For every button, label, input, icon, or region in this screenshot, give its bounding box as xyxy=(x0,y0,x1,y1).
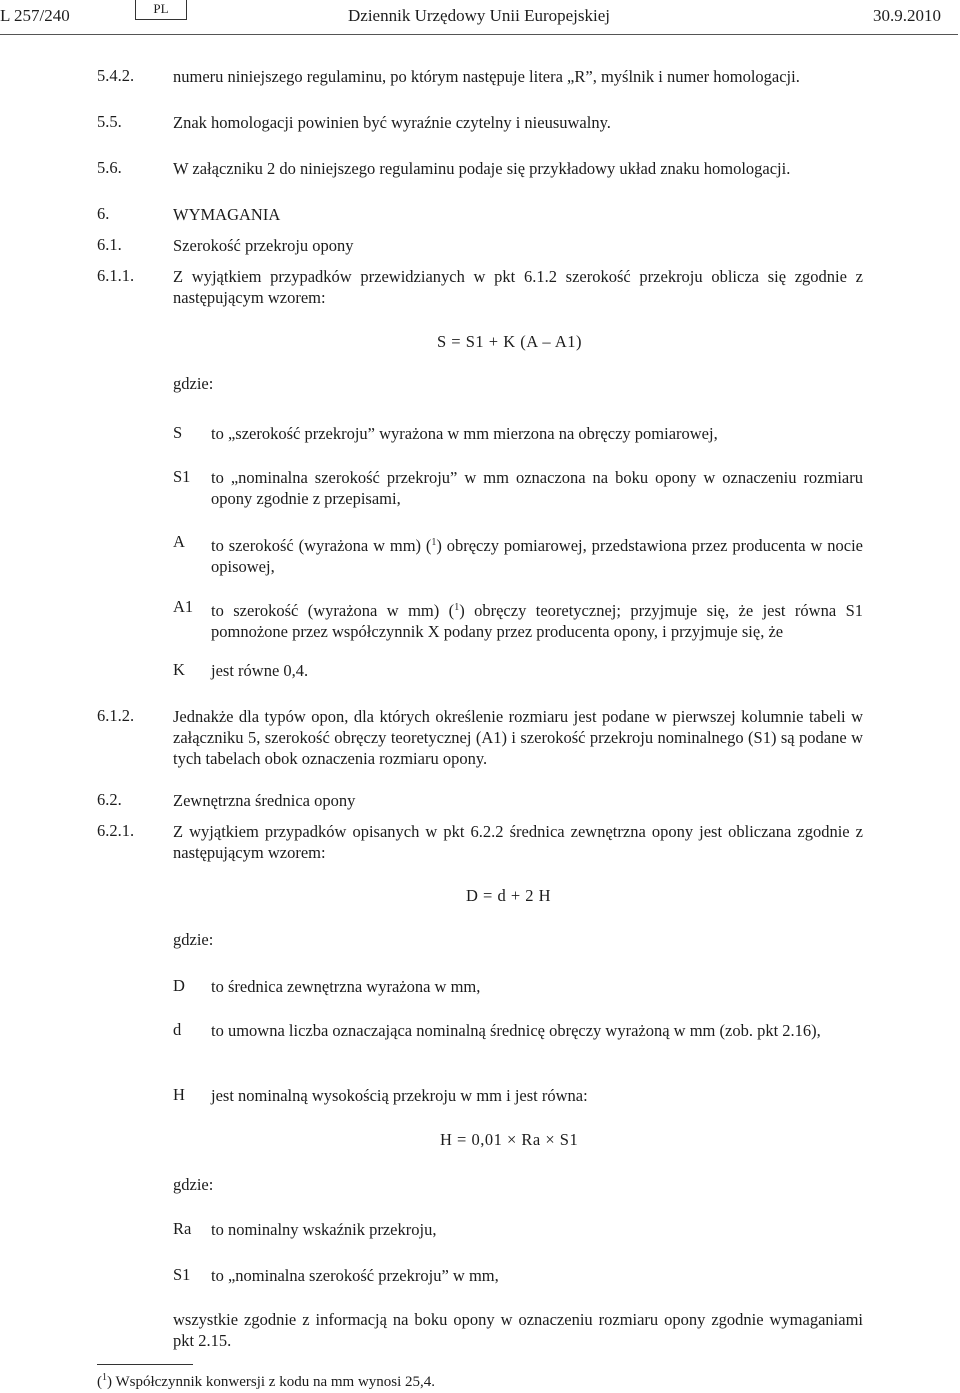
symbol-k: K xyxy=(173,660,185,679)
section-text: Znak homologacji powinien być wyraźnie czytelny i nieusuwalny. xyxy=(173,113,611,132)
closing-text: wszystkie zgodnie z informacją na boku opony w oznaczeniu rozmiaru opony zgodnie wymaganiami pkt 2.15. xyxy=(173,1310,863,1350)
symbol-s: S xyxy=(173,423,183,442)
definition-a1: to szerokość (wyrażona w mm) ($^1$) obręczy teoretycznej; przyjmuje się, że jest równa S1 pomnożone przez współczynnik X podany przez producenta opony, i przyjmuje się, że xyxy=(211,601,864,641)
section-text: Z wyjątkiem przypadków opisanych w pkt 6.2.2 średnica zewnętrzna opony jest obliczana zgodnie z następującym wzorem: xyxy=(173,822,863,862)
section-heading: WYMAGANIA xyxy=(173,205,281,224)
publication-date: 30.9.2010 xyxy=(873,6,941,25)
section-heading: Zewnętrzna średnica opony xyxy=(173,791,356,810)
formula-section-height: H = 0,01 × Ra × S1 xyxy=(440,1130,579,1149)
section-number: 6.2. xyxy=(97,790,122,809)
footnote-ref: 1 xyxy=(431,537,437,548)
footnote-ref: 1 xyxy=(454,602,460,613)
footnote: ($^1$) Współczynnik konwersji z kodu na mm wynosi 25,4. xyxy=(97,1372,436,1390)
footnote-divider xyxy=(97,1364,193,1365)
footnote-text: Współczynnik konwersji z kodu na mm wynosi 25,4. xyxy=(115,1374,436,1390)
journal-title: Dziennik Urzędowy Unii Europejskiej xyxy=(348,6,611,25)
where-label: gdzie: xyxy=(173,930,214,949)
section-text: Jednakże dla typów opon, dla których określenie rozmiaru jest podane w pierwszej kolumnie tabeli w załączniku 5, szerokość obręczy teoretycznej (A1) i szerokość przekroju nominalnego (S1) są podane w tych tabelach obok oznaczenia rozmiaru opony. xyxy=(173,707,863,768)
where-label: gdzie: xyxy=(173,1175,214,1194)
section-number: 6.2.1. xyxy=(97,821,135,840)
symbol-ra: Ra xyxy=(173,1219,192,1238)
footnote-mark: 1 xyxy=(102,1372,107,1383)
symbol-s1: S1 xyxy=(173,1265,191,1284)
formula-outer-diameter: D = d + 2 H xyxy=(466,886,552,905)
section-number: 6. xyxy=(97,204,110,223)
definition-s1: to „nominalna szerokość przekroju” w mm, xyxy=(211,1266,499,1285)
definition-s: to „szerokość przekroju” wyrażona w mm mierzona na obręczy pomiarowej, xyxy=(211,424,718,443)
language-badge: PL xyxy=(135,0,187,20)
symbol-a: A xyxy=(173,532,185,551)
definition-d-lower: to umowna liczba oznaczająca nominalną średnicę obręczy wyrażoną w mm (zob. pkt 2.16), xyxy=(211,1021,821,1040)
section-text: Z wyjątkiem przypadków przewidzianych w pkt 6.1.2 szerokość przekroju oblicza się zgodnie z następującym wzorem: xyxy=(173,267,863,307)
definition-k: jest równe 0,4. xyxy=(211,661,309,680)
section-number: 6.1.1. xyxy=(97,266,135,285)
definition-d-upper: to średnica zewnętrzna wyrażona w mm, xyxy=(211,977,481,996)
definition-a: to szerokość (wyrażona w mm) ($^1$) obręczy pomiarowej, przedstawiona przez producenta w nocie opisowej, xyxy=(211,536,863,576)
section-text: W załączniku 2 do niniejszego regulaminu podaje się przykładowy układ znaku homologacji. xyxy=(173,159,791,178)
section-number: 5.4.2. xyxy=(97,66,135,85)
where-label: gdzie: xyxy=(173,374,214,393)
section-number: 5.6. xyxy=(97,158,122,177)
section-heading: Szerokość przekroju opony xyxy=(173,236,354,255)
definition-ra: to nominalny wskaźnik przekroju, xyxy=(211,1220,437,1239)
definition-s1: to „nominalna szerokość przekroju” w mm oznaczona na boku opony w oznaczeniu rozmiaru opony zgodnie z przepisami, xyxy=(211,468,863,508)
section-number: 5.5. xyxy=(97,112,122,131)
symbol-d-upper: D xyxy=(173,976,185,995)
formula-section-width: S = S1 + K (A – A1) xyxy=(437,332,583,351)
symbol-a1: A1 xyxy=(173,597,194,616)
section-text: numeru niniejszego regulaminu, po którym następuje litera „R”, myślnik i numer homologacji. xyxy=(173,67,800,86)
symbol-d-lower: d xyxy=(173,1020,182,1039)
section-number: 6.1. xyxy=(97,235,122,254)
page-reference: L 257/240 xyxy=(0,6,70,25)
symbol-h: H xyxy=(173,1085,185,1104)
section-number: 6.1.2. xyxy=(97,706,135,725)
symbol-s1: S1 xyxy=(173,467,191,486)
header-divider xyxy=(0,34,958,35)
definition-h: jest nominalną wysokością przekroju w mm i jest równa: xyxy=(211,1086,588,1105)
